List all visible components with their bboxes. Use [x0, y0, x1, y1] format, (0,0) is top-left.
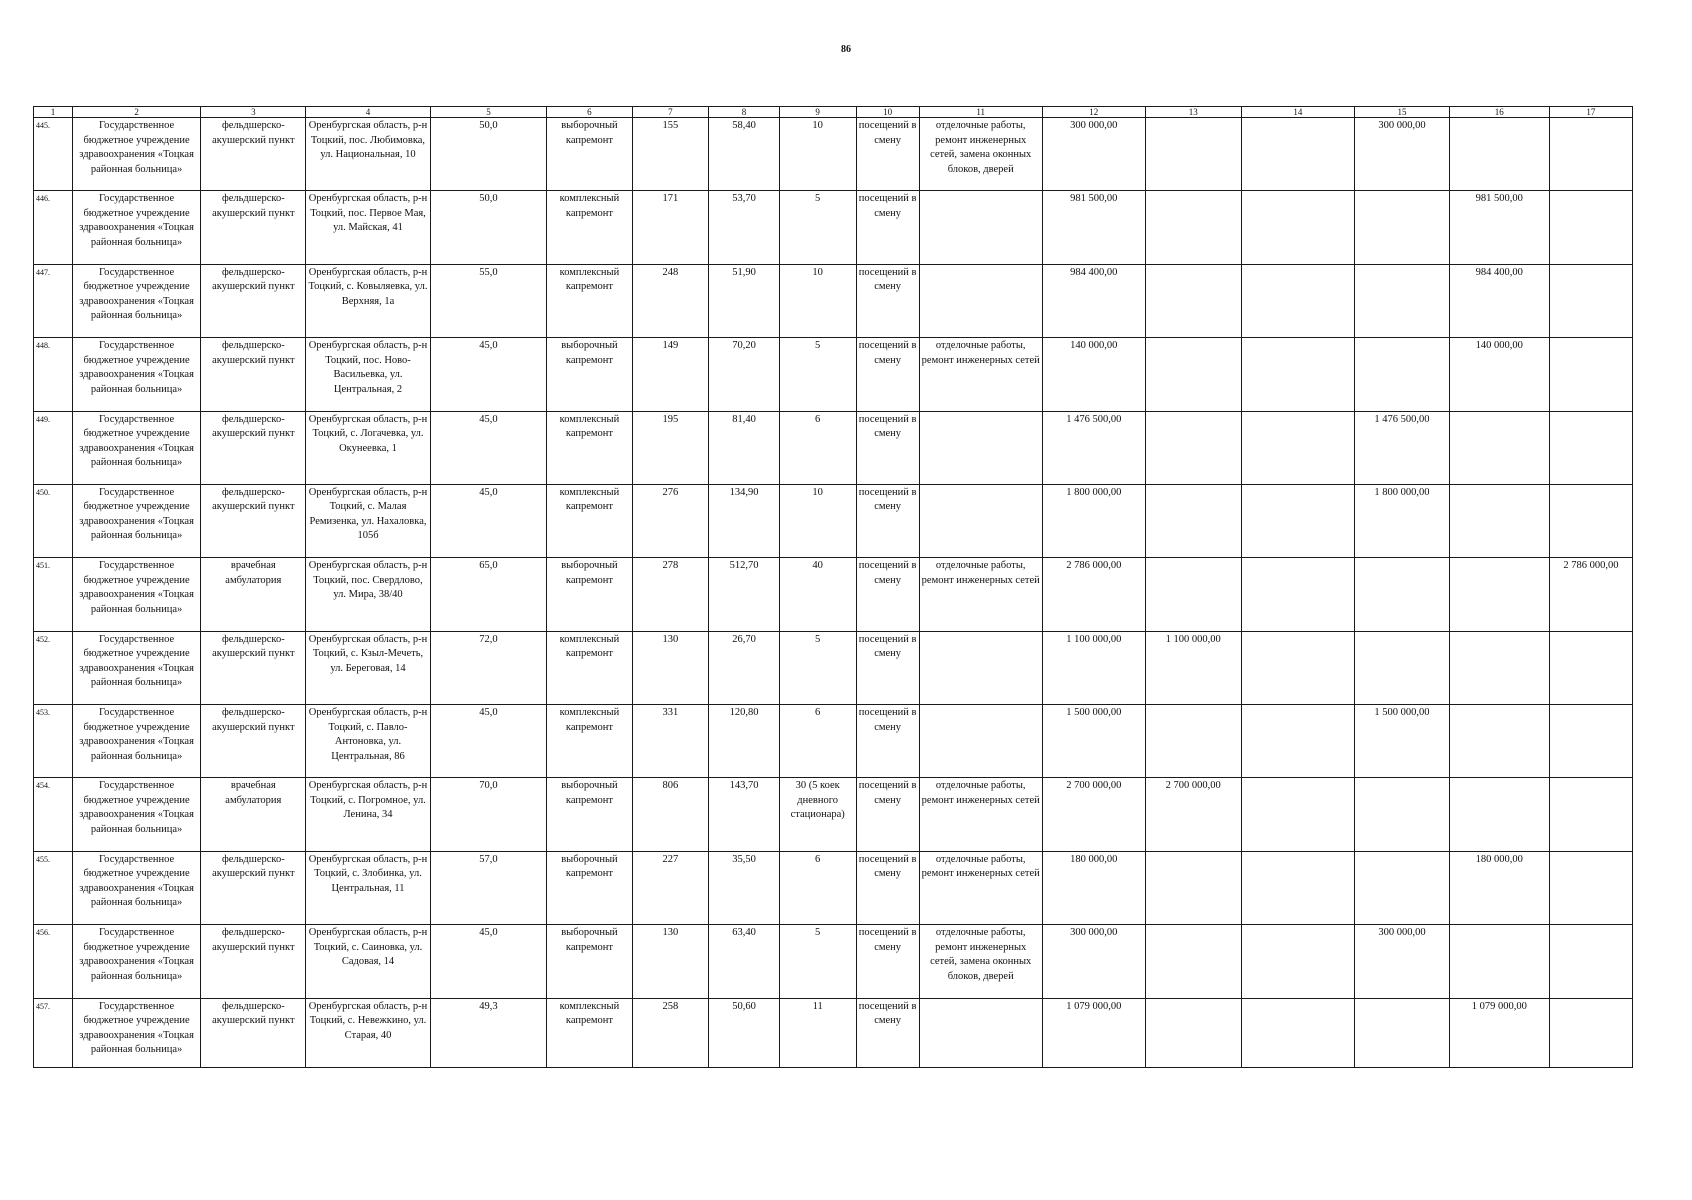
row-number: 453. [34, 705, 73, 778]
area-cell: 45,0 [430, 925, 547, 998]
total-amount-cell: 180 000,00 [1042, 851, 1145, 924]
column-number-row [34, 107, 1633, 118]
area-cell: 45,0 [430, 411, 547, 484]
total-amount-cell: 1 079 000,00 [1042, 998, 1145, 1068]
address-cell: Оренбургская область, р-н Тоцкий, с. Логачевка, ул. Окунеевка, 1 [306, 411, 430, 484]
year-amount-cell: 180 000,00 [1449, 851, 1549, 924]
year-amount-cell [1241, 411, 1355, 484]
year-amount-cell: 140 000,00 [1449, 338, 1549, 411]
column-number: 15 [1355, 107, 1450, 118]
works-cell [919, 705, 1042, 778]
table-row [34, 558, 1633, 631]
year-amount-cell [1241, 998, 1355, 1068]
institution-cell: Государственное бюджетное учреждение здравоохранения «Тоцкая районная больница» [72, 998, 200, 1068]
address-cell: Оренбургская область, р-н Тоцкий, с. Малая Ремизенка, ул. Нахаловка, 105б [306, 484, 430, 557]
year-amount-cell [1449, 118, 1549, 191]
institution-cell: Государственное бюджетное учреждение здравоохранения «Тоцкая районная больница» [72, 705, 200, 778]
repair-type-cell: комплексный капремонт [547, 264, 632, 337]
column-number: 16 [1449, 107, 1549, 118]
table-row [34, 631, 1633, 704]
repair-type-cell: выборочный капремонт [547, 118, 632, 191]
facility-type-cell: врачебная амбулатория [201, 778, 306, 851]
column-7-cell: 258 [632, 998, 709, 1068]
facility-type-cell: фельдшерско-акушерский пункт [201, 484, 306, 557]
year-amount-cell [1549, 191, 1632, 264]
area-cell: 45,0 [430, 338, 547, 411]
facility-type-cell: фельдшерско-акушерский пункт [201, 998, 306, 1068]
works-cell: отделочные работы, ремонт инженерных сетей [919, 778, 1042, 851]
year-amount-cell [1355, 191, 1450, 264]
year-amount-cell [1145, 191, 1241, 264]
column-9-cell: 5 [779, 338, 856, 411]
facility-type-cell: фельдшерско-акушерский пункт [201, 264, 306, 337]
column-10-cell: посещений в смену [856, 631, 919, 704]
year-amount-cell [1241, 484, 1355, 557]
total-amount-cell: 1 476 500,00 [1042, 411, 1145, 484]
column-number: 3 [201, 107, 306, 118]
column-8-cell: 58,40 [709, 118, 779, 191]
year-amount-cell: 1 079 000,00 [1449, 998, 1549, 1068]
column-10-cell: посещений в смену [856, 484, 919, 557]
year-amount-cell [1549, 411, 1632, 484]
column-number: 4 [306, 107, 430, 118]
column-number: 7 [632, 107, 709, 118]
column-7-cell: 149 [632, 338, 709, 411]
year-amount-cell [1355, 778, 1450, 851]
facility-type-cell: фельдшерско-акушерский пункт [201, 705, 306, 778]
area-cell: 45,0 [430, 705, 547, 778]
row-number: 449. [34, 411, 73, 484]
column-10-cell: посещений в смену [856, 264, 919, 337]
total-amount-cell: 2 700 000,00 [1042, 778, 1145, 851]
column-9-cell: 30 (5 коек дневного стационара) [779, 778, 856, 851]
table-row [34, 484, 1633, 557]
year-amount-cell: 1 476 500,00 [1355, 411, 1450, 484]
row-number: 446. [34, 191, 73, 264]
column-9-cell: 11 [779, 998, 856, 1068]
year-amount-cell [1241, 191, 1355, 264]
address-cell: Оренбургская область, р-н Тоцкий, с. Злобинка, ул. Центральная, 11 [306, 851, 430, 924]
year-amount-cell [1549, 705, 1632, 778]
year-amount-cell [1355, 558, 1450, 631]
area-cell: 45,0 [430, 484, 547, 557]
column-10-cell: посещений в смену [856, 778, 919, 851]
facility-type-cell: фельдшерско-акушерский пункт [201, 191, 306, 264]
year-amount-cell [1449, 411, 1549, 484]
address-cell: Оренбургская область, р-н Тоцкий, с. Павло-Антоновка, ул. Центральная, 86 [306, 705, 430, 778]
institution-cell: Государственное бюджетное учреждение здравоохранения «Тоцкая районная больница» [72, 264, 200, 337]
year-amount-cell [1145, 558, 1241, 631]
column-8-cell: 120,80 [709, 705, 779, 778]
year-amount-cell [1241, 851, 1355, 924]
year-amount-cell [1449, 631, 1549, 704]
column-number: 5 [430, 107, 547, 118]
year-amount-cell [1449, 778, 1549, 851]
page-number: 86 [841, 44, 851, 55]
row-number: 457. [34, 998, 73, 1068]
repair-type-cell: выборочный капремонт [547, 338, 632, 411]
row-number: 445. [34, 118, 73, 191]
year-amount-cell [1449, 925, 1549, 998]
row-number: 451. [34, 558, 73, 631]
column-10-cell: посещений в смену [856, 925, 919, 998]
column-10-cell: посещений в смену [856, 705, 919, 778]
table-row [34, 778, 1633, 851]
institution-cell: Государственное бюджетное учреждение здравоохранения «Тоцкая районная больница» [72, 631, 200, 704]
column-10-cell: посещений в смену [856, 998, 919, 1068]
column-8-cell: 512,70 [709, 558, 779, 631]
year-amount-cell [1145, 338, 1241, 411]
repair-type-cell: комплексный капремонт [547, 705, 632, 778]
table-row [34, 925, 1633, 998]
area-cell: 70,0 [430, 778, 547, 851]
area-cell: 65,0 [430, 558, 547, 631]
column-8-cell: 26,70 [709, 631, 779, 704]
facility-type-cell: фельдшерско-акушерский пункт [201, 338, 306, 411]
column-10-cell: посещений в смену [856, 191, 919, 264]
column-number: 17 [1549, 107, 1632, 118]
column-7-cell: 227 [632, 851, 709, 924]
total-amount-cell: 1 800 000,00 [1042, 484, 1145, 557]
column-7-cell: 171 [632, 191, 709, 264]
year-amount-cell [1549, 338, 1632, 411]
repair-type-cell: выборочный капремонт [547, 778, 632, 851]
column-7-cell: 276 [632, 484, 709, 557]
total-amount-cell: 300 000,00 [1042, 118, 1145, 191]
year-amount-cell [1549, 484, 1632, 557]
column-8-cell: 143,70 [709, 778, 779, 851]
institution-cell: Государственное бюджетное учреждение здравоохранения «Тоцкая районная больница» [72, 118, 200, 191]
year-amount-cell [1145, 484, 1241, 557]
table-row [34, 264, 1633, 337]
column-9-cell: 5 [779, 925, 856, 998]
year-amount-cell [1549, 925, 1632, 998]
year-amount-cell [1549, 264, 1632, 337]
year-amount-cell: 1 800 000,00 [1355, 484, 1450, 557]
year-amount-cell [1449, 558, 1549, 631]
institution-cell: Государственное бюджетное учреждение здравоохранения «Тоцкая районная больница» [72, 411, 200, 484]
year-amount-cell: 2 786 000,00 [1549, 558, 1632, 631]
facilities-table [33, 106, 1633, 1068]
works-cell: отделочные работы, ремонт инженерных сетей, замена оконных блоков, дверей [919, 925, 1042, 998]
column-9-cell: 6 [779, 705, 856, 778]
institution-cell: Государственное бюджетное учреждение здравоохранения «Тоцкая районная больница» [72, 925, 200, 998]
facility-type-cell: фельдшерско-акушерский пункт [201, 118, 306, 191]
year-amount-cell: 1 100 000,00 [1145, 631, 1241, 704]
area-cell: 50,0 [430, 191, 547, 264]
facility-type-cell: фельдшерско-акушерский пункт [201, 631, 306, 704]
year-amount-cell [1355, 631, 1450, 704]
column-9-cell: 5 [779, 191, 856, 264]
column-8-cell: 70,20 [709, 338, 779, 411]
year-amount-cell [1145, 851, 1241, 924]
facility-type-cell: фельдшерско-акушерский пункт [201, 925, 306, 998]
area-cell: 55,0 [430, 264, 547, 337]
year-amount-cell [1241, 778, 1355, 851]
address-cell: Оренбургская область, р-н Тоцкий, пос. Свердлово, ул. Мира, 38/40 [306, 558, 430, 631]
facility-type-cell: фельдшерско-акушерский пункт [201, 411, 306, 484]
total-amount-cell: 2 786 000,00 [1042, 558, 1145, 631]
works-cell: отделочные работы, ремонт инженерных сетей, замена оконных блоков, дверей [919, 118, 1042, 191]
column-number: 1 [34, 107, 73, 118]
works-cell [919, 631, 1042, 704]
address-cell: Оренбургская область, р-н Тоцкий, с. Погромное, ул. Ленина, 34 [306, 778, 430, 851]
area-cell: 50,0 [430, 118, 547, 191]
repair-type-cell: комплексный капремонт [547, 484, 632, 557]
column-8-cell: 53,70 [709, 191, 779, 264]
year-amount-cell [1549, 851, 1632, 924]
year-amount-cell: 981 500,00 [1449, 191, 1549, 264]
column-10-cell: посещений в смену [856, 411, 919, 484]
total-amount-cell: 1 100 000,00 [1042, 631, 1145, 704]
facility-type-cell: фельдшерско-акушерский пункт [201, 851, 306, 924]
year-amount-cell [1241, 925, 1355, 998]
column-number: 11 [919, 107, 1042, 118]
column-7-cell: 195 [632, 411, 709, 484]
row-number: 448. [34, 338, 73, 411]
year-amount-cell: 300 000,00 [1355, 118, 1450, 191]
year-amount-cell [1145, 998, 1241, 1068]
works-cell: отделочные работы, ремонт инженерных сетей [919, 558, 1042, 631]
year-amount-cell [1145, 264, 1241, 337]
column-8-cell: 35,50 [709, 851, 779, 924]
column-9-cell: 6 [779, 411, 856, 484]
column-10-cell: посещений в смену [856, 558, 919, 631]
total-amount-cell: 140 000,00 [1042, 338, 1145, 411]
works-cell [919, 411, 1042, 484]
table-body [34, 118, 1633, 1068]
institution-cell: Государственное бюджетное учреждение здравоохранения «Тоцкая районная больница» [72, 778, 200, 851]
row-number: 450. [34, 484, 73, 557]
year-amount-cell [1145, 411, 1241, 484]
table-row [34, 338, 1633, 411]
year-amount-cell [1449, 705, 1549, 778]
works-cell [919, 484, 1042, 557]
year-amount-cell [1549, 631, 1632, 704]
institution-cell: Государственное бюджетное учреждение здравоохранения «Тоцкая районная больница» [72, 558, 200, 631]
total-amount-cell: 981 500,00 [1042, 191, 1145, 264]
repair-type-cell: выборочный капремонт [547, 851, 632, 924]
year-amount-cell [1241, 338, 1355, 411]
year-amount-cell [1241, 264, 1355, 337]
column-7-cell: 130 [632, 631, 709, 704]
works-cell: отделочные работы, ремонт инженерных сетей [919, 338, 1042, 411]
year-amount-cell: 300 000,00 [1355, 925, 1450, 998]
column-9-cell: 6 [779, 851, 856, 924]
year-amount-cell [1241, 118, 1355, 191]
address-cell: Оренбургская область, р-н Тоцкий, пос. Ново-Васильевка, ул. Центральная, 2 [306, 338, 430, 411]
address-cell: Оренбургская область, р-н Тоцкий, с. Ковыляевка, ул. Верхняя, 1а [306, 264, 430, 337]
year-amount-cell [1549, 118, 1632, 191]
facility-type-cell: врачебная амбулатория [201, 558, 306, 631]
row-number: 452. [34, 631, 73, 704]
repair-type-cell: выборочный капремонт [547, 925, 632, 998]
column-7-cell: 130 [632, 925, 709, 998]
year-amount-cell [1549, 998, 1632, 1068]
repair-type-cell: комплексный капремонт [547, 191, 632, 264]
column-8-cell: 50,60 [709, 998, 779, 1068]
column-number: 2 [72, 107, 200, 118]
row-number: 447. [34, 264, 73, 337]
column-9-cell: 10 [779, 264, 856, 337]
year-amount-cell [1355, 998, 1450, 1068]
year-amount-cell: 984 400,00 [1449, 264, 1549, 337]
row-number: 454. [34, 778, 73, 851]
column-number: 8 [709, 107, 779, 118]
year-amount-cell [1145, 925, 1241, 998]
column-number: 10 [856, 107, 919, 118]
works-cell [919, 191, 1042, 264]
column-9-cell: 10 [779, 484, 856, 557]
table-row [34, 191, 1633, 264]
works-cell: отделочные работы, ремонт инженерных сетей [919, 851, 1042, 924]
column-9-cell: 40 [779, 558, 856, 631]
address-cell: Оренбургская область, р-н Тоцкий, пос. Любимовка, ул. Национальная, 10 [306, 118, 430, 191]
repair-type-cell: комплексный капремонт [547, 411, 632, 484]
year-amount-cell [1145, 705, 1241, 778]
column-7-cell: 806 [632, 778, 709, 851]
column-number: 14 [1241, 107, 1355, 118]
year-amount-cell [1549, 778, 1632, 851]
year-amount-cell [1449, 484, 1549, 557]
repair-type-cell: комплексный капремонт [547, 631, 632, 704]
column-8-cell: 51,90 [709, 264, 779, 337]
year-amount-cell: 2 700 000,00 [1145, 778, 1241, 851]
column-8-cell: 63,40 [709, 925, 779, 998]
column-9-cell: 10 [779, 118, 856, 191]
column-number: 12 [1042, 107, 1145, 118]
row-number: 455. [34, 851, 73, 924]
row-number: 456. [34, 925, 73, 998]
year-amount-cell [1355, 338, 1450, 411]
column-7-cell: 248 [632, 264, 709, 337]
address-cell: Оренбургская область, р-н Тоцкий, с. Кзыл-Мечеть, ул. Береговая, 14 [306, 631, 430, 704]
area-cell: 49,3 [430, 998, 547, 1068]
table-row [34, 118, 1633, 191]
column-number: 9 [779, 107, 856, 118]
year-amount-cell [1241, 705, 1355, 778]
address-cell: Оренбургская область, р-н Тоцкий, с. Невежкино, ул. Старая, 40 [306, 998, 430, 1068]
table-row [34, 705, 1633, 778]
year-amount-cell [1145, 118, 1241, 191]
address-cell: Оренбургская область, р-н Тоцкий, с. Саиновка, ул. Садовая, 14 [306, 925, 430, 998]
year-amount-cell [1355, 264, 1450, 337]
year-amount-cell [1241, 631, 1355, 704]
area-cell: 72,0 [430, 631, 547, 704]
year-amount-cell: 1 500 000,00 [1355, 705, 1450, 778]
institution-cell: Государственное бюджетное учреждение здравоохранения «Тоцкая районная больница» [72, 851, 200, 924]
column-7-cell: 278 [632, 558, 709, 631]
column-10-cell: посещений в смену [856, 338, 919, 411]
institution-cell: Государственное бюджетное учреждение здравоохранения «Тоцкая районная больница» [72, 191, 200, 264]
column-8-cell: 81,40 [709, 411, 779, 484]
column-10-cell: посещений в смену [856, 118, 919, 191]
column-9-cell: 5 [779, 631, 856, 704]
works-cell [919, 264, 1042, 337]
area-cell: 57,0 [430, 851, 547, 924]
works-cell [919, 998, 1042, 1068]
year-amount-cell [1355, 851, 1450, 924]
column-8-cell: 134,90 [709, 484, 779, 557]
column-10-cell: посещений в смену [856, 851, 919, 924]
year-amount-cell [1241, 558, 1355, 631]
address-cell: Оренбургская область, р-н Тоцкий, пос. Первое Мая, ул. Майская, 41 [306, 191, 430, 264]
total-amount-cell: 300 000,00 [1042, 925, 1145, 998]
institution-cell: Государственное бюджетное учреждение здравоохранения «Тоцкая районная больница» [72, 338, 200, 411]
total-amount-cell: 984 400,00 [1042, 264, 1145, 337]
institution-cell: Государственное бюджетное учреждение здравоохранения «Тоцкая районная больница» [72, 484, 200, 557]
table-row [34, 851, 1633, 924]
table-row [34, 998, 1633, 1068]
column-number: 6 [547, 107, 632, 118]
repair-type-cell: комплексный капремонт [547, 998, 632, 1068]
column-7-cell: 331 [632, 705, 709, 778]
total-amount-cell: 1 500 000,00 [1042, 705, 1145, 778]
table-row [34, 411, 1633, 484]
repair-type-cell: выборочный капремонт [547, 558, 632, 631]
column-7-cell: 155 [632, 118, 709, 191]
column-number: 13 [1145, 107, 1241, 118]
